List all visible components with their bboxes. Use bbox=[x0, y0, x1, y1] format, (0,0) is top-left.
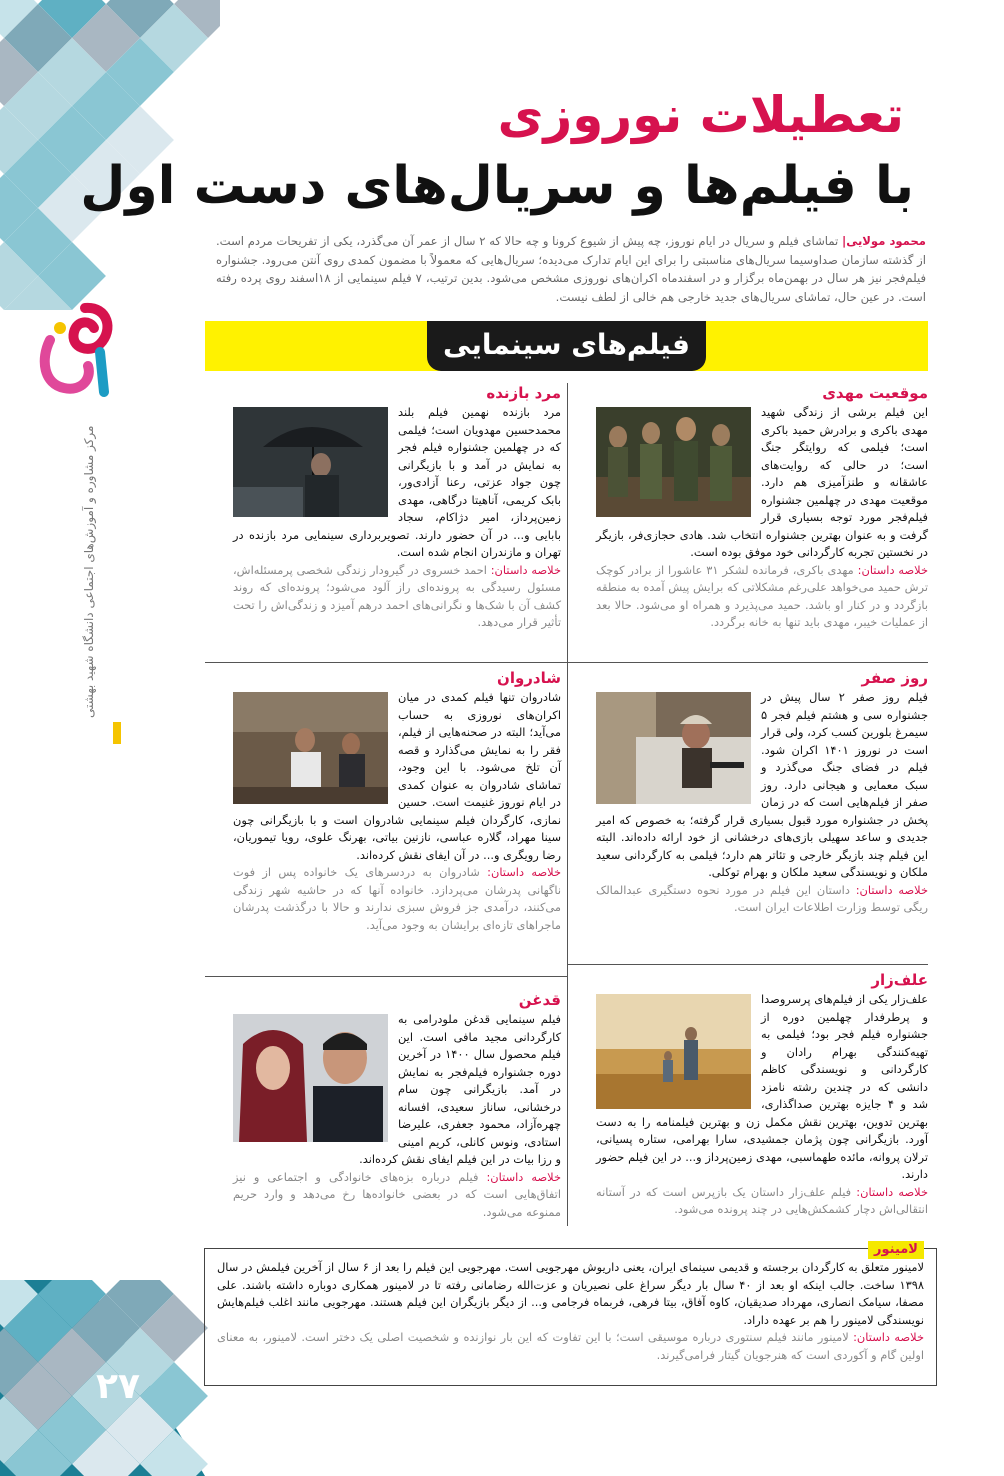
sidebar-publisher-text: مرکز مشاوره و آموزش‌های اجتماعی دانشگاه شهید بهشتی bbox=[82, 425, 96, 719]
article-mard-bazandeh bbox=[233, 383, 561, 632]
summary-text: فیلم درباره بزه‌های خانوادگی و اجتماعی و نیز اتفاق‌هایی است که در بعضی خانواده‌ها رخ می‌دهد و وارد حریم ممنوعه می‌شود. bbox=[233, 1169, 561, 1219]
row-divider-left-2 bbox=[205, 976, 567, 977]
summary-label: خلاصه داستان: bbox=[487, 865, 561, 879]
article-body: این فیلم برشی از زندگی شهید مهدی باکری و برادرش حمید باکری است؛ فیلمی که روایتگر جنگ است؛ در حالی که روایت‌های عاشقانه و طنزآمیزی هم دارد. موقعیت مهدی در چهلمین جشنواره فیلم‌فجر مورد توجه بسیاری قرار گرفت و به عنوان بهترین جشنواره انتخاب شد. هادی حجازی‌فر، بازیگر در نخستین تجربه کارگردانی خود موفق بوده است. bbox=[596, 405, 928, 559]
magazine-logo bbox=[30, 300, 120, 400]
summary-label: خلاصه داستان: bbox=[857, 562, 928, 577]
summary-label: خلاصه داستان: bbox=[853, 1330, 924, 1345]
summary-label: خلاصه داستان: bbox=[856, 1184, 928, 1199]
film-still-image bbox=[596, 407, 751, 517]
summary-text: احمد خسروی در گیرودار زندگی شخصی پرمسئله‌اش، مسئول رسیدگی به پرونده‌ای راز آلود می‌شود؛ پرونده‌ای که روند کشف آن با شک‌ها و نگرانی‌های احمد درهم آمیزد و زندگی‌اش را تحت تأثیر قرار می‌دهد. bbox=[233, 562, 561, 629]
article-summary bbox=[596, 562, 928, 632]
summary-label: خلاصه داستان: bbox=[486, 1169, 561, 1184]
intro-text: تماشای فیلم و سریال در ایام نوروز، چه پیش از شیوع کرونا و چه حالا که ۲ سال از عمر آن می‌گذرد، یکی از تفریحات مردم است. از گذشته سازمان صداوسیما سریال‌های مناسبتی را برای این ایام تدارک می‌دیده؛ سریال‌هایی که معمولاً با مضمون کمدی روی آنتن می‌رود. جشنواره فیلم‌فجر نیز هر سال در بهمن‌ماه برگزار و در اسفند‌ماه اکران‌های نوروزی مشخص می‌شود. بدین ترتیب، ۷ فیلم سینمایی از ۱۸اسفند روی پرده رفته است. در عین حال، تماشای سریال‌های جدید خارجی هم خالی از لطف نیست. bbox=[216, 234, 926, 304]
author-name: محمود مولایی| bbox=[841, 234, 926, 248]
column-divider bbox=[567, 383, 568, 1226]
main-title-line1: تعطیلات نوروزی bbox=[497, 86, 904, 144]
article-summary bbox=[596, 882, 928, 917]
row-divider-right-2 bbox=[568, 964, 928, 965]
laminor-title-tag: لامینور bbox=[868, 1241, 924, 1259]
article-title: روز صفر bbox=[861, 669, 928, 687]
article-body: فیلم روز صفر ۲ سال پیش در جشنواره سی و هشتم فیلم فجر ۵ سیمرغ بلورین کسب کرد، ولی قرار است در نوروز ۱۴۰۱ اکران شود. فیلم در فضای جنگ می‌گذرد و سبک معمایی و هیجانی دارد. روز صفر از فیلم‌هایی است که در زمان پخش در جشنواره مورد قبول بسیاری قرار گرفته؛ به خصوص که امیر جدیدی و ساعد سهیلی بازی‌های درخشانی از خود ارائه داده‌اند. البته این فیلم چند بازیگر خارجی و تئاتر هم دارد؛ فیلمی به کارگردانی سعید ملکان و نویسندگی سعید ملکان و بهرام توکلی. bbox=[596, 690, 928, 879]
article-body: فیلم سینمایی قدغن ملودرامی به کارگردانی مجید مافی است. این فیلم محصول سال ۱۴۰۰ در آخرین دوره جشنواره فیلم‌فجر به نمایش در آمد. بازیگرانی چون سام درخشانی، ساناز سعیدی، افسانه چهره‌آزاد، محمود جعفری، علیرضا استادی، ونوس کانلی، کریم امینی و رزا بیات در این فیلم ایفای نقش کرده‌اند. bbox=[359, 1012, 561, 1166]
article-title: علف‌زار bbox=[871, 971, 928, 989]
article-title: شادروان bbox=[497, 669, 561, 687]
film-still-image bbox=[233, 692, 388, 804]
summary-text: شادروان به دردسرهای یک خانواده پس از فوت ناگهانی پدرشان می‌پردازد. خانواده آنها که در حاشیه شهر زندگی می‌کنند، درآمدی جز فروش سبزی ندارند و حالا با درگذشت پدرشان ماجراهای تازه‌ای برایشان به وجود می‌آید. bbox=[233, 865, 561, 932]
article-rooz-sefr bbox=[596, 668, 928, 917]
row-divider-right-1 bbox=[568, 662, 928, 663]
summary-text: لامینور مانند فیلم سنتوری درباره موسیقی است؛ با این تفاوت که این بار نوازنده و شخصیت اصلی یک دختر است. لامینور، به معنای اولین گام و آکوردی است که هنرجویان گیتار فرامی‌گیرند. bbox=[217, 1330, 924, 1362]
sidebar-yellow-marker bbox=[113, 722, 121, 744]
article-ghodghan bbox=[233, 990, 561, 1221]
article-summary bbox=[233, 1169, 561, 1222]
summary-text: فیلم علف‌زار داستان یک بازپرس است که در آستانه انتقالی‌اش دچار کشمکش‌هایی در چند پرونده می‌شود. bbox=[596, 1184, 928, 1216]
article-title: مرد بازنده bbox=[486, 384, 561, 402]
section-banner bbox=[205, 321, 928, 371]
section-banner-label: فیلم‌های سینمایی bbox=[427, 321, 706, 371]
row-divider-left-1 bbox=[205, 662, 567, 663]
film-still-image bbox=[596, 994, 751, 1109]
article-body: مرد بازنده نهمین فیلم بلند محمدحسین مهدویان است؛ فیلمی که در چهلمین جشنواره فیلم فجر به نمایش در آمد و با بازیگرانی چون جواد عزتی، رعنا آزادی‌ور، بابک کریمی، آناهیتا درگاهی، مهدی زمین‌پرداز، امیر دژاکام، سجاد بابایی و... در آن حضور دارند. تصویربرداری سینمایی مرد بازنده در تهران و مازندران انجام شده است. bbox=[233, 405, 561, 559]
summary-text: مهدی باکری، فرمانده لشکر ۳۱ عاشورا از برادر کوچک ترش حمید می‌خواهد علی‌رغم مشکلاتی که برایش پیش آمده به منطقه بازگردد و در کنار او باشد. حمید می‌پذیرد و همراه او می‌شود. حالا بعد از عملیات خیبر، مهدی باید تنها به خانه برگردد. bbox=[596, 562, 928, 629]
intro-paragraph bbox=[216, 232, 926, 306]
decorative-diamond-pattern-top bbox=[0, 0, 220, 310]
article-mowqeiat-mahdi bbox=[596, 383, 928, 632]
film-still-image bbox=[233, 1014, 388, 1142]
article-summary bbox=[233, 562, 561, 632]
article-body: علف‌زار یکی از فیلم‌های پرسروصدا و پرطرفدار چهلمین دوره از جشنواره فیلم فجر بود؛ فیلمی به تهیه‌کنندگی بهرام رادان و کارگردانی و نویسندگی کاظم دانشی که در چندین رشته نامزد شد و ۴ جایزه بهترین صداگذاری، بهترین تدوین، بهترین نقش مکمل زن و بهترین فیلمنامه را به دست آورد. بازیگرانی چون پژمان جمشیدی، سارا بهرامی، ستاره پسیانی، ترلان پروانه، مائده طهماسبی، مهدی زمین‌پرداز و... در این فیلم حضور دارند. bbox=[596, 992, 929, 1181]
article-title: موقعیت مهدی bbox=[822, 384, 928, 402]
article-title: قدغن bbox=[518, 991, 561, 1009]
film-still-image bbox=[596, 692, 751, 804]
laminor-body: لامینور متعلق به کارگردان برجسته و قدیمی سینمای ایران، یعنی داریوش مهرجویی است. مهرجویی این فیلم را بعد از ۶ سال از آخرین فیلمش در سال ۱۳۹۸ ساخت. جالب اینکه او بعد از ۴۰ سال بار دیگر سراغ علی نصیریان و عزت‌الله رضامانی رفته تا در لامینور همکاری دوباره داشته باشند. علی مصفا، سیامک انصاری، مهرداد صدیقیان، کاوه آفاق، بیتا فرهی، فربماه فرجامی و... از دیگر بازیگران این فیلم هستند. مهرجویی مانند اغلب فیلم‌هایش نویسندگی لامینور را هم بر عهده داراد. bbox=[217, 1260, 924, 1327]
film-still-image bbox=[233, 407, 388, 517]
article-body: شادروان تنها فیلم کمدی در میان اکران‌های نوروزی به حساب می‌آید؛ البته در صحنه‌هایی از فیلم، فقر را به نمایش می‌گذارد و قصه آن تلخ می‌شود. با این وجود، تماشای شادروان به عنوان کمدی در ایام نوروز غنیمت است. حسین نمازی، کارگردان فیلم سینمایی شادروان است و با بازیگرانی چون سینا مهراد، گلاره عباسی، نازنین بیاتی، بهرنگ علوی، رویا تیموریان، رضا رویگری و... در آن ایفای نقش کرده‌اند. bbox=[233, 690, 561, 862]
article-summary bbox=[596, 1184, 928, 1219]
summary-label: خلاصه داستان: bbox=[855, 882, 928, 897]
article-alafzar bbox=[596, 970, 928, 1219]
article-shadravan bbox=[233, 668, 561, 934]
article-summary bbox=[233, 864, 561, 934]
laminor-summary bbox=[217, 1329, 924, 1364]
main-title-line2: با فیلم‌ها و سریال‌های دست اول bbox=[80, 156, 914, 216]
summary-label: خلاصه داستان: bbox=[490, 562, 561, 577]
summary-text: داستان این فیلم در مورد نحوه دستگیری عبدالمالک ریگی توسط وزارت اطلاعات ایران است. bbox=[596, 882, 928, 914]
page-number: ۲۷ bbox=[96, 1366, 140, 1407]
laminor-box bbox=[204, 1242, 937, 1386]
